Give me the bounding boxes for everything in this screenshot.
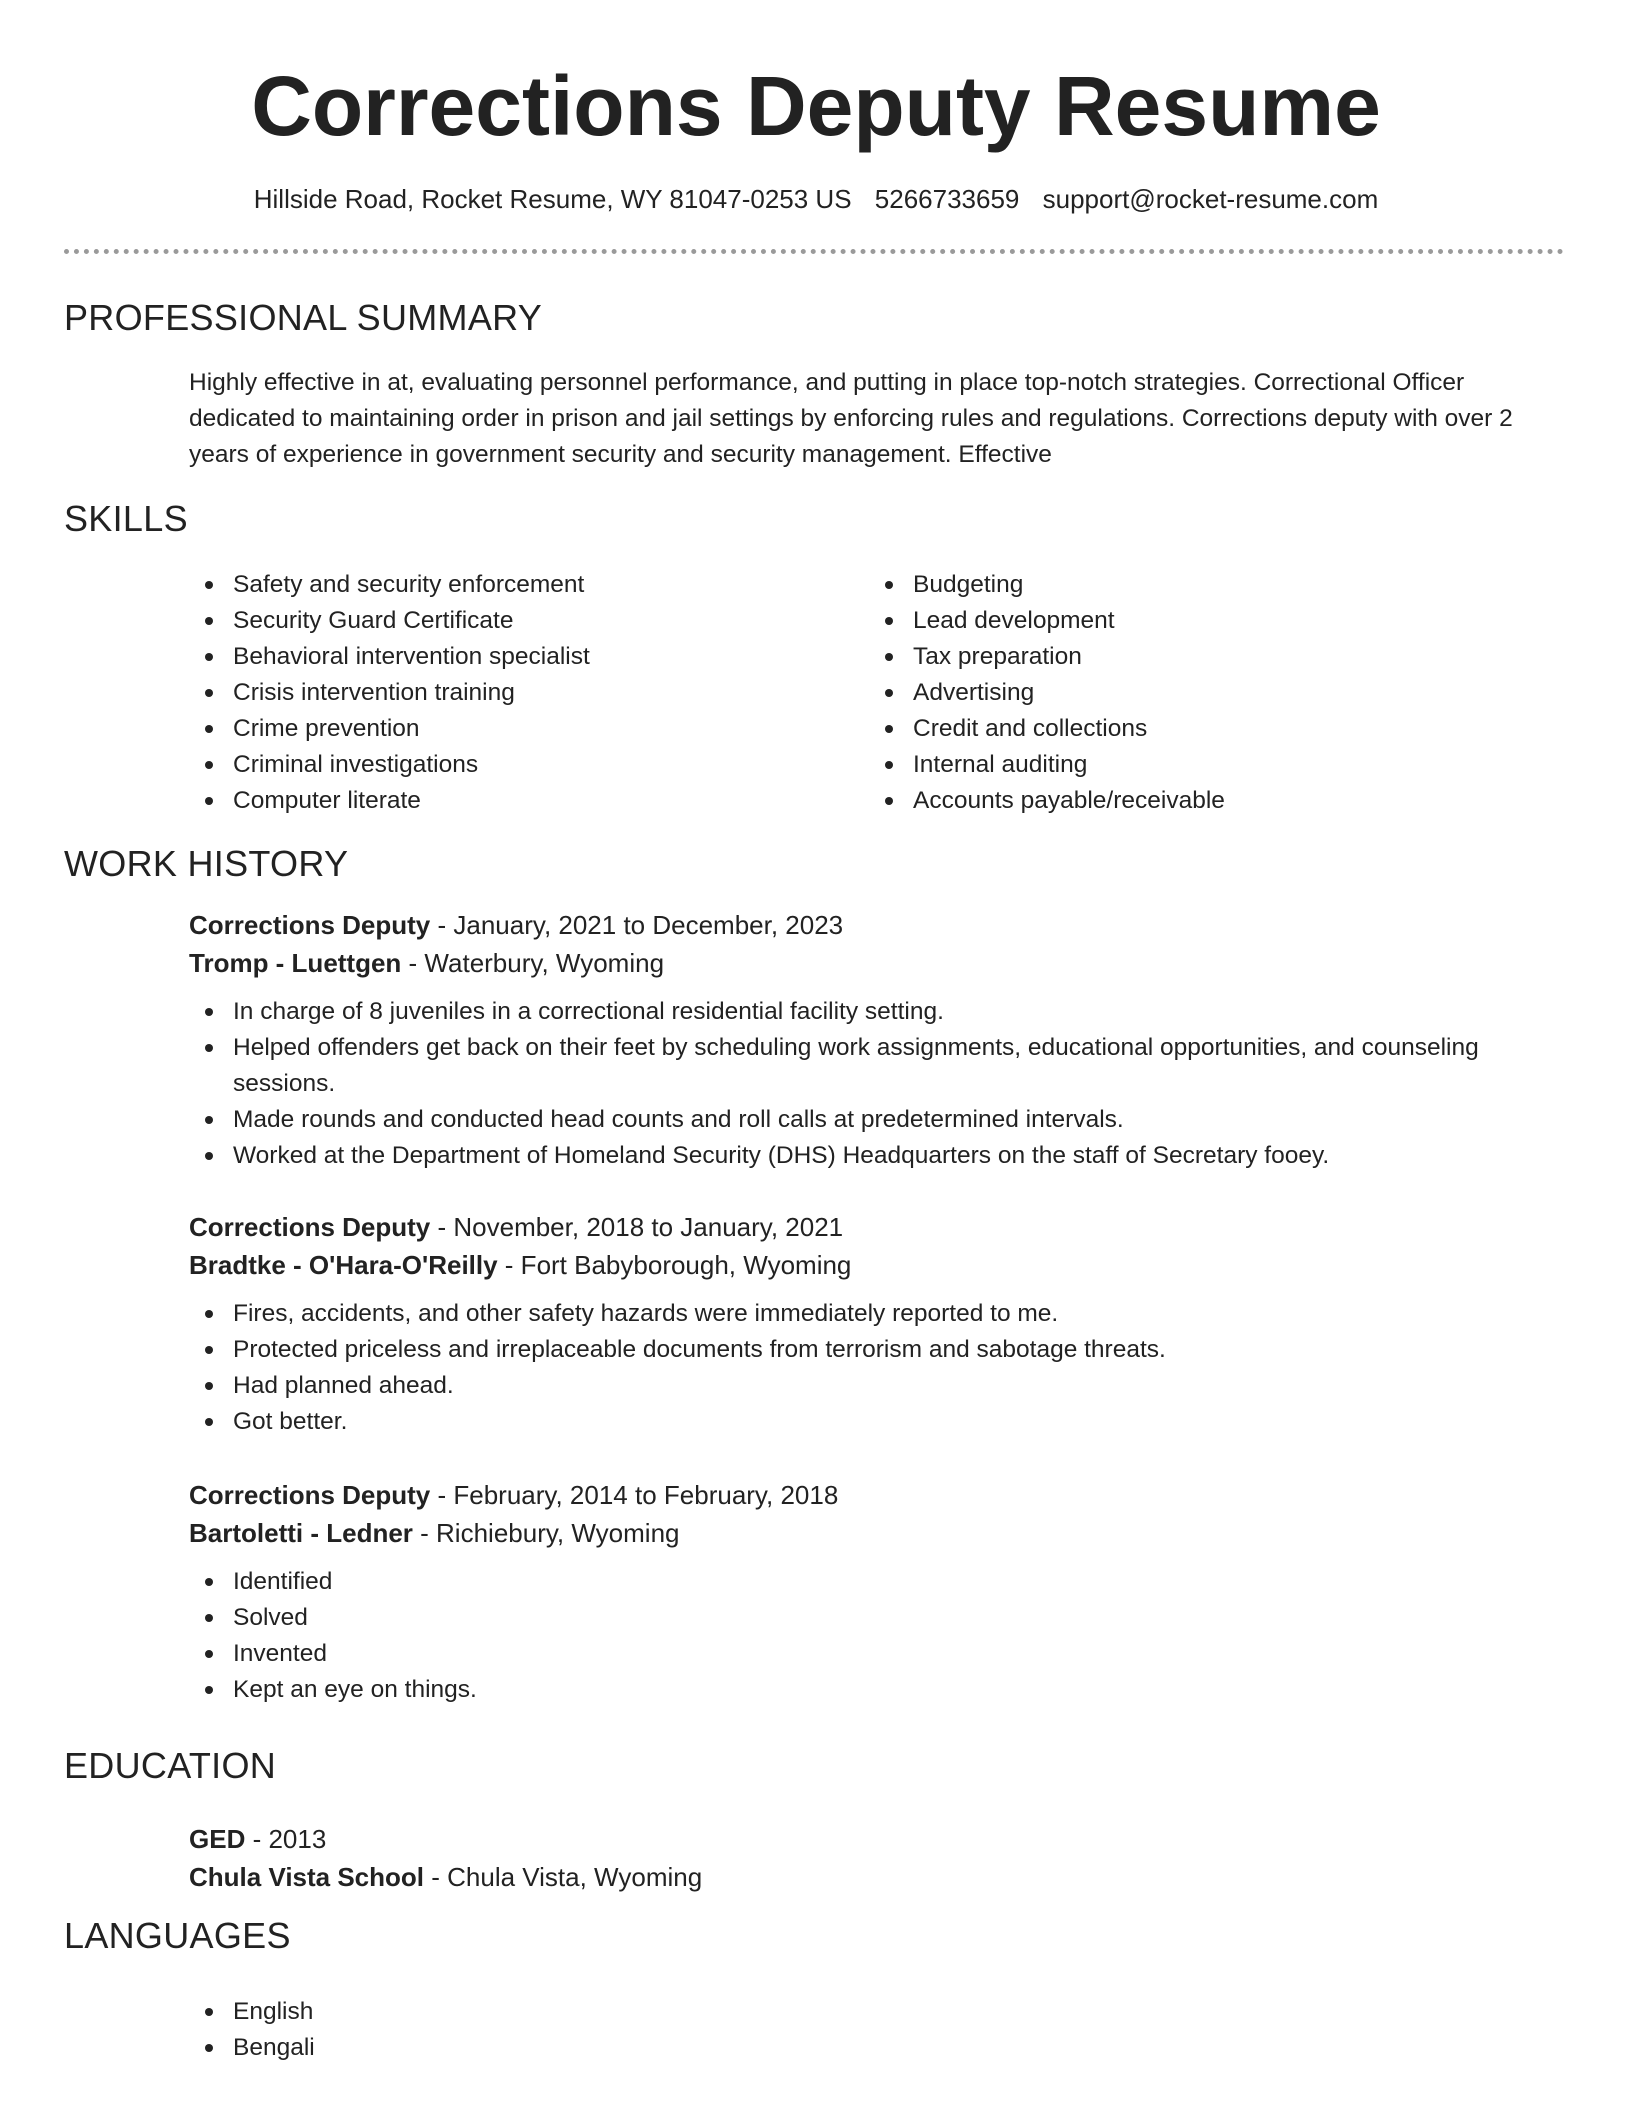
job-entry	[189, 906, 1569, 1174]
job-title-line	[189, 1208, 1569, 1246]
resume-title: Corrections Deputy Resume	[251, 59, 1381, 153]
languages-heading: LANGUAGES	[64, 1915, 291, 1956]
job-dates: - February, 2014 to February, 2018	[430, 1480, 839, 1510]
job-dates: - January, 2021 to December, 2023	[430, 910, 844, 940]
job-bullet: In charge of 8 juveniles in a correctional residential facility setting.	[189, 994, 1569, 1030]
education-school: Chula Vista School	[189, 1862, 425, 1892]
education-location: - Chula Vista, Wyoming	[424, 1862, 703, 1892]
job-bullet: Solved	[189, 1600, 1569, 1636]
job-title: Corrections Deputy	[189, 1480, 431, 1510]
job-title: Corrections Deputy	[189, 1212, 431, 1242]
job-title-line	[189, 1476, 1569, 1514]
job-bullet: Identified	[189, 1564, 1569, 1600]
job-bullet: Invented	[189, 1636, 1569, 1672]
contact-email: support@rocket-resume.com	[1042, 184, 1379, 214]
job-bullet: Protected priceless and irreplaceable documents from terrorism and sabotage threats.	[189, 1332, 1569, 1368]
summary-text: Highly effective in at, evaluating personnel performance, and putting in place top-notch strategies. Correctional Officer dedicated to maintaining order in prison and jail settings by enforcing rules and regulations. Corrections deputy with over 2 years of experience in government security and security management. Effective	[189, 369, 1513, 468]
job-company-line	[189, 1246, 1569, 1284]
skill-item: Advertising	[869, 675, 1509, 711]
job-title: Corrections Deputy	[189, 910, 431, 940]
education-year: - 2013	[245, 1824, 327, 1854]
skill-item: Computer literate	[189, 783, 829, 819]
education-heading: EDUCATION	[64, 1745, 277, 1786]
job-company: Bartoletti - Ledner	[189, 1518, 413, 1548]
education-school-line	[189, 1858, 1569, 1896]
job-entry	[189, 1208, 1569, 1440]
job-bullet: Fires, accidents, and other safety hazards were immediately reported to me.	[189, 1296, 1569, 1332]
skill-item: Security Guard Certificate	[189, 603, 829, 639]
header-divider	[64, 249, 1564, 254]
skill-item: Credit and collections	[869, 711, 1509, 747]
skill-item: Internal auditing	[869, 747, 1509, 783]
language-item: Bengali	[189, 2030, 789, 2066]
job-bullet: Helped offenders get back on their feet by scheduling work assignments, educational opportunities, and counseling sessions.	[189, 1030, 1569, 1102]
job-location: - Richiebury, Wyoming	[412, 1518, 680, 1548]
skill-item: Crisis intervention training	[189, 675, 829, 711]
languages-list	[189, 1994, 789, 2066]
job-bullet: Kept an eye on things.	[189, 1672, 1569, 1708]
skill-item: Criminal investigations	[189, 747, 829, 783]
skill-item: Behavioral intervention specialist	[189, 639, 829, 675]
job-location: - Waterbury, Wyoming	[401, 948, 665, 978]
contact-line	[0, 182, 1632, 216]
job-dates: - November, 2018 to January, 2021	[430, 1212, 844, 1242]
job-title-line	[189, 906, 1569, 944]
skill-item: Lead development	[869, 603, 1509, 639]
job-bullet: Had planned ahead.	[189, 1368, 1569, 1404]
job-company: Bradtke - O'Hara-O'Reilly	[189, 1250, 498, 1280]
job-company-line	[189, 944, 1569, 982]
skills-heading: SKILLS	[64, 498, 188, 539]
job-entry	[189, 1476, 1569, 1708]
skill-item: Tax preparation	[869, 639, 1509, 675]
work-history-heading: WORK HISTORY	[64, 843, 349, 884]
contact-phone: 5266733659	[874, 184, 1020, 214]
skill-item: Crime prevention	[189, 711, 829, 747]
job-bullets	[189, 1564, 1569, 1708]
job-company-line	[189, 1514, 1569, 1552]
job-company: Tromp - Luettgen	[189, 948, 402, 978]
education-degree: GED	[189, 1824, 246, 1854]
job-bullets	[189, 994, 1569, 1174]
job-bullet: Worked at the Department of Homeland Security (DHS) Headquarters on the staff of Secretary fooey.	[189, 1138, 1569, 1174]
skill-item: Budgeting	[869, 567, 1509, 603]
skills-list-right	[869, 567, 1509, 819]
summary-heading: PROFESSIONAL SUMMARY	[64, 297, 543, 338]
skills-list-left	[189, 567, 829, 819]
contact-address: Hillside Road, Rocket Resume, WY 81047-0253 US	[253, 184, 852, 214]
skill-item: Accounts payable/receivable	[869, 783, 1509, 819]
job-bullet: Made rounds and conducted head counts and roll calls at predetermined intervals.	[189, 1102, 1569, 1138]
job-bullets	[189, 1296, 1569, 1440]
language-item: English	[189, 1994, 789, 2030]
education-degree-line	[189, 1820, 1569, 1858]
job-location: - Fort Babyborough, Wyoming	[497, 1250, 852, 1280]
skill-item: Safety and security enforcement	[189, 567, 829, 603]
job-bullet: Got better.	[189, 1404, 1569, 1440]
education-entry	[189, 1820, 1569, 1896]
